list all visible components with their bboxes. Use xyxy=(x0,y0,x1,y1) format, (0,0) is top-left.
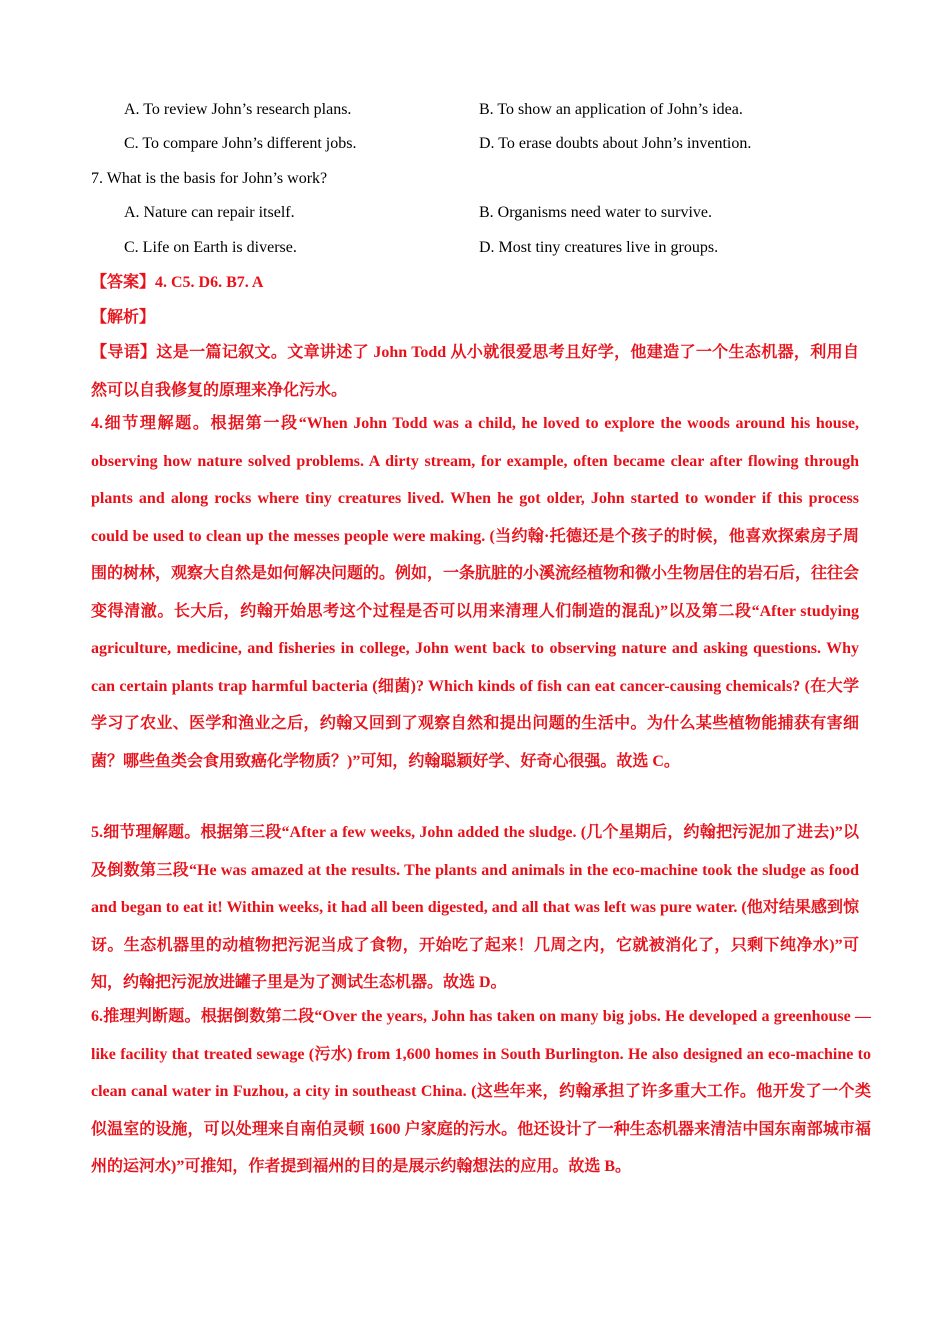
q7-option-a: A. Nature can repair itself. xyxy=(124,204,295,221)
explanation-6: 6.推理判断题。根据倒数第二段“Over the years, John has taken on many big jobs. He developed a greenhouse — like facility that treated sewage (污水) from 1,600 homes in South Burlington. He also designed an eco-machine to clean canal water in Fuzhou, a city in southeast China. (这些年来，约翰承担了许多重大工作。他开发了一个类似温室的设施，可以处理来自南伯灵顿 1600 户家庭的污水。他还设计了一种生态机器来清洁中国东南部城市福州的运河水)”可推知，作者提到福州的目的是展示约翰想法的应用。故选 B。 xyxy=(91,1008,871,1175)
q6-options-row-2 xyxy=(124,132,884,156)
q7-option-b: B. Organisms need water to survive. xyxy=(479,204,712,221)
q6-option-d: D. To erase doubts about John’s invention. xyxy=(479,135,752,152)
q7-options-row-1 xyxy=(124,201,884,225)
explanation-4: 4.细节理解题。根据第一段“When John Todd was a child, he loved to explore the woods around his house, observing how nature solved problems. A dirty stream, for example, often became clear after flowing through plants and along rocks where tiny creatures lived. When he got older, John started to wonder if this process could be used to clean up the messes people were making. (当约翰·托德还是个孩子的时候，他喜欢探索房子周围的树林，观察大自然是如何解决问题的。例如，一条肮脏的小溪流经植物和微小生物居住的岩石后，往往会变得清澈。长大后，约翰开始思考这个过程是否可以用来清理人们制造的混乱)”以及第二段“After studying agriculture, medicine, and fisheries in college, John went back to observing nature and asking questions. Why can certain plants trap harmful bacteria (细菌)? Which kinds of fish can eat cancer-causing chemicals? (在大学学习了农业、医学和渔业之后，约翰又回到了观察自然和提出问题的生活中。为什么某些植物能捕获有害细菌？哪些鱼类会食用致癌化学物质？)”可知，约翰聪颖好学、好奇心很强。故选 C。 xyxy=(91,415,860,770)
q7-question: 7. What is the basis for John’s work? xyxy=(91,170,328,187)
q6-option-b: B. To show an application of John’s idea. xyxy=(479,101,743,118)
intro-paragraph: 【导语】这是一篇记叙文。文章讲述了 John Todd 从小就很爱思考且好学，他建造了一个生态机器，利用自然可以自我修复的原理来净化污水。 xyxy=(91,344,859,399)
q7-option-c: C. Life on Earth is diverse. xyxy=(124,239,297,256)
answer-line: 【答案】4. C5. D6. B7. A xyxy=(91,274,264,291)
q6-option-a: A. To review John’s research plans. xyxy=(124,101,352,118)
q6-options-row-1 xyxy=(124,98,884,122)
q7-option-d: D. Most tiny creatures live in groups. xyxy=(479,239,719,256)
analysis-label: 【解析】 xyxy=(91,309,156,326)
q6-option-c: C. To compare John’s different jobs. xyxy=(124,135,357,152)
q7-options-row-2 xyxy=(124,236,884,260)
explanation-5: 5.细节理解题。根据第三段“After a few weeks, John added the sludge. (几个星期后，约翰把污泥加了进去)”以及倒数第三段“He was amazed at the results. The plants and animals in the eco-machine took the sludge as food and began to eat it! Within weeks, it had all been digested, and all that was left was pure water. (他对结果感到惊讶。生态机器里的动植物把污泥当成了食物，开始吃了起来！几周之内，它就被消化了，只剩下纯净水)”可知，约翰把污泥放进罐子里是为了测试生态机器。故选 D。 xyxy=(91,824,859,991)
